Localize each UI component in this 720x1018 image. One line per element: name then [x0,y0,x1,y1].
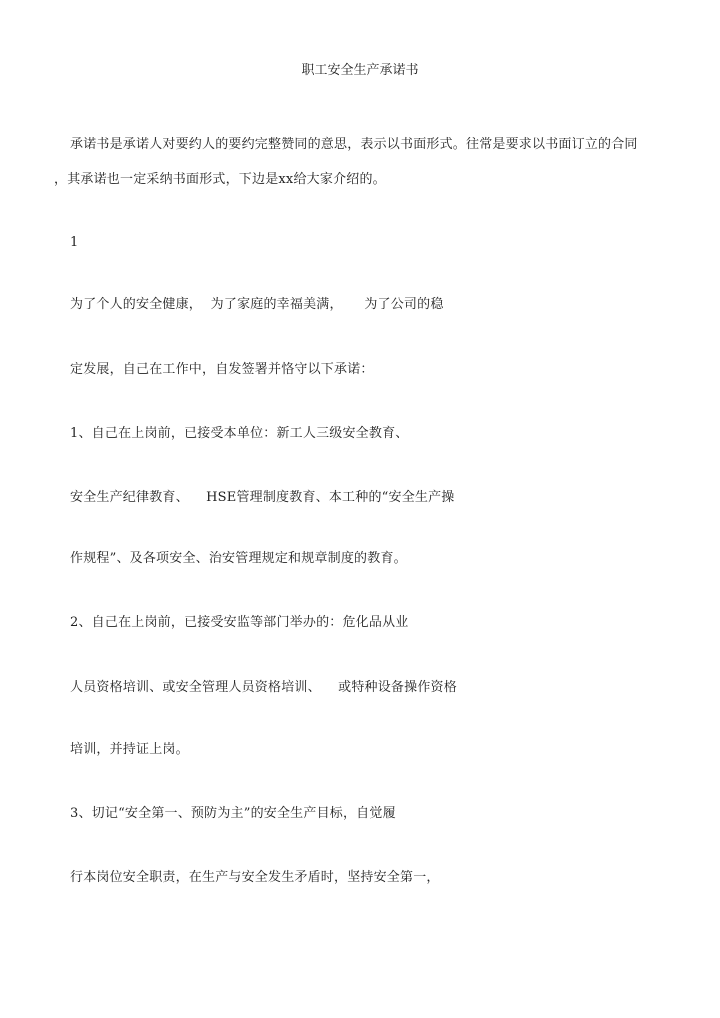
paragraph-line-7: 人员资格培训、或安全管理人员资格培训、 或特种设备操作资格 [70,680,457,695]
paragraph-line-10: 行本岗位安全职责，在生产与安全发生矛盾时，坚持安全第一， [70,870,440,885]
intro-line-1: 承诺书是承诺人对要约人的要约完整赞同的意思，表示以书面形式。往常是要求以书面订立的合同 [70,137,638,152]
paragraph-line-4: 安全生产纪律教育、 HSE管理制度教育、本工种的“安全生产操 [70,490,455,505]
document-title: 职工安全生产承诺书 [301,63,419,78]
paragraph-line-3: 1、自己在上岗前，已接受本单位：新工人三级安全教育、 [70,426,409,441]
intro-line-2: ，其承诺也一定采纳书面形式，下边是xx给大家介绍的。 [54,172,386,187]
paragraph-line-2: 定发展，自己在工作中，自发签署并恪守以下承诺： [70,362,374,377]
paragraph-line-8: 培训，并持证上岗。 [70,742,189,757]
paragraph-line-9: 3、切记“安全第一、预防为主”的安全生产目标，自觉履 [70,806,396,821]
paragraph-line-6: 2、自己在上岗前，已接受安监等部门举办的：危化品从业 [70,615,409,630]
section-number: 1 [70,235,79,250]
paragraph-line-5: 作规程”、及各项安全、治安管理规定和规章制度的教育。 [70,551,407,566]
paragraph-line-1: 为了个人的安全健康， 为了家庭的幸福美满， 为了公司的稳 [70,297,444,312]
